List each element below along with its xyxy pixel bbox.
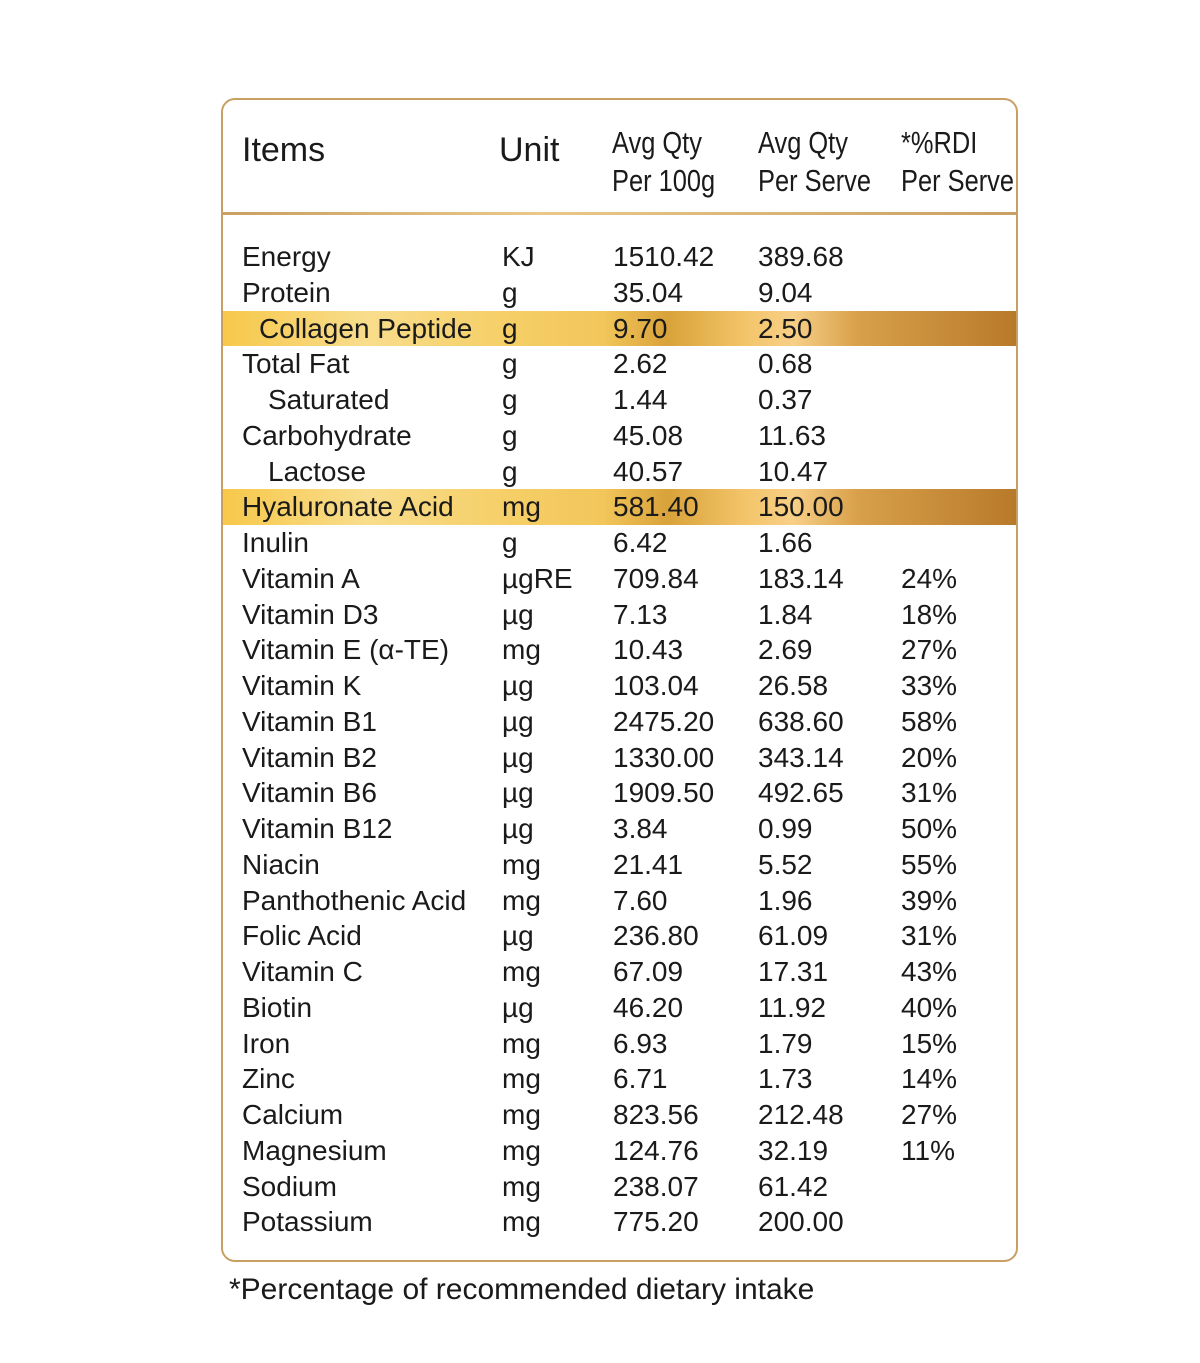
row-avg-per-serve: 0.68 <box>758 348 813 380</box>
table-row <box>223 454 1016 490</box>
row-unit: g <box>502 527 518 558</box>
table-row <box>223 704 1016 740</box>
row-item-name: Sodium <box>242 1170 337 1202</box>
row-unit: µg <box>502 741 534 773</box>
row-avg-per-100g: 709.84 <box>613 562 699 594</box>
row-item-name: Folic Acid <box>242 920 362 952</box>
row-item-name: Niacin <box>242 848 320 880</box>
row-unit: µg <box>502 991 534 1023</box>
row-unit: g <box>502 348 518 380</box>
row-unit: mg <box>502 634 541 666</box>
row-rdi-per-serve: 43% <box>901 956 958 987</box>
row-unit: g <box>502 419 518 451</box>
row-avg-per-100g: 1909.50 <box>613 777 715 809</box>
row-avg-per-100g: 3.84 <box>613 813 668 844</box>
header-rdi-per-serve <box>901 124 1014 200</box>
row-item-name: Vitamin B2 <box>242 741 377 773</box>
table-row <box>223 990 1016 1026</box>
row-item-name: Vitamin B1 <box>242 705 377 737</box>
table-row <box>223 311 1016 347</box>
table-row <box>223 418 1016 454</box>
row-avg-per-100g: 1.44 <box>613 384 668 415</box>
row-unit: g <box>502 312 518 344</box>
table-row <box>223 847 1016 883</box>
header-rdi-line2: Per Serve <box>901 163 1015 198</box>
row-avg-per-100g: 9.70 <box>613 312 668 344</box>
row-item-name: Carbohydrate <box>242 419 412 451</box>
table-header <box>223 100 1016 216</box>
row-avg-per-100g: 236.80 <box>613 920 699 952</box>
row-item-name: Vitamin A <box>242 562 360 594</box>
row-avg-per-serve: 343.14 <box>758 741 844 773</box>
row-avg-per-100g: 124.76 <box>613 1134 699 1166</box>
row-avg-per-serve: 17.31 <box>758 956 829 987</box>
row-avg-per-serve: 389.68 <box>758 241 844 272</box>
table-row <box>223 811 1016 847</box>
row-rdi-per-serve: 15% <box>901 1027 958 1059</box>
row-item-name: Inulin <box>242 527 309 558</box>
row-avg-per-serve: 212.48 <box>758 1099 844 1130</box>
row-avg-per-serve: 1.66 <box>758 527 813 558</box>
table-row <box>223 632 1016 668</box>
row-avg-per-100g: 238.07 <box>613 1170 699 1202</box>
row-avg-per-serve: 492.65 <box>758 777 844 809</box>
row-avg-per-serve: 61.09 <box>758 920 829 952</box>
row-rdi-per-serve: 11% <box>901 1134 955 1166</box>
row-avg-per-100g: 1330.00 <box>613 741 715 773</box>
row-unit: µg <box>502 920 534 952</box>
row-unit: mg <box>502 1206 541 1238</box>
row-item-name: Energy <box>242 241 331 272</box>
row-avg-per-100g: 7.13 <box>613 598 668 630</box>
footnote: *Percentage of recommended dietary intake <box>229 1273 815 1306</box>
row-item-name: Vitamin C <box>242 956 363 987</box>
row-avg-per-serve: 2.50 <box>758 312 813 344</box>
table-row <box>223 525 1016 561</box>
row-item-name: Hyaluronate Acid <box>242 491 454 523</box>
row-item-name: Vitamin B6 <box>242 777 377 809</box>
row-avg-per-serve: 0.37 <box>758 384 813 415</box>
row-rdi-per-serve: 24% <box>901 562 958 594</box>
row-unit: mg <box>502 1170 541 1202</box>
row-unit: mg <box>502 1027 541 1059</box>
row-unit: mg <box>502 884 541 916</box>
row-unit: mg <box>502 848 541 880</box>
header-avg-per-serve-line1: Avg Qty <box>758 125 848 160</box>
row-avg-per-serve: 2.69 <box>758 634 813 666</box>
table-row <box>223 239 1016 275</box>
row-item-name: Zinc <box>242 1063 295 1095</box>
row-item-name: Vitamin D3 <box>242 598 379 630</box>
table-row <box>223 918 1016 954</box>
row-avg-per-serve: 9.04 <box>758 276 813 308</box>
row-rdi-per-serve: 40% <box>901 991 958 1023</box>
row-item-name: Vitamin K <box>242 670 362 701</box>
row-avg-per-100g: 581.40 <box>613 491 699 523</box>
header-rdi-line1: *%RDI <box>901 125 978 160</box>
nutrition-table <box>221 98 1018 1262</box>
row-avg-per-100g: 1510.42 <box>613 241 715 272</box>
row-avg-per-100g: 6.42 <box>613 527 668 558</box>
row-rdi-per-serve: 50% <box>901 813 958 844</box>
row-avg-per-serve: 5.52 <box>758 848 813 880</box>
row-avg-per-100g: 2475.20 <box>613 705 715 737</box>
table-row <box>223 382 1016 418</box>
row-rdi-per-serve: 27% <box>901 634 958 666</box>
row-unit: µg <box>502 813 534 844</box>
row-item-name: Calcium <box>242 1099 344 1130</box>
row-unit: µgRE <box>502 562 573 594</box>
table-row <box>223 1026 1016 1062</box>
row-unit: g <box>502 276 518 308</box>
row-avg-per-100g: 45.08 <box>613 419 684 451</box>
table-row <box>223 346 1016 382</box>
table-row <box>223 489 1016 525</box>
row-avg-per-serve: 11.63 <box>758 419 826 451</box>
row-rdi-per-serve: 27% <box>901 1099 958 1130</box>
row-avg-per-100g: 103.04 <box>613 670 699 701</box>
row-avg-per-serve: 200.00 <box>758 1206 844 1238</box>
row-avg-per-serve: 150.00 <box>758 491 844 523</box>
row-item-name: Biotin <box>242 991 313 1023</box>
header-avg-per-100g-line1: Avg Qty <box>612 125 702 160</box>
row-rdi-per-serve: 55% <box>901 848 958 880</box>
row-avg-per-serve: 26.58 <box>758 670 829 701</box>
row-avg-per-100g: 6.71 <box>613 1063 668 1095</box>
table-row <box>223 775 1016 811</box>
table-row <box>223 561 1016 597</box>
row-unit: mg <box>502 491 541 523</box>
row-avg-per-serve: 1.84 <box>758 598 813 630</box>
table-row <box>223 1133 1016 1169</box>
row-avg-per-serve: 1.73 <box>758 1063 813 1095</box>
row-unit: µg <box>502 598 534 630</box>
header-items: Items <box>242 131 326 169</box>
row-avg-per-serve: 0.99 <box>758 813 813 844</box>
row-avg-per-100g: 2.62 <box>613 348 668 380</box>
row-item-name: Vitamin E (α-TE) <box>242 634 450 666</box>
row-unit: µg <box>502 705 534 737</box>
row-avg-per-serve: 183.14 <box>758 562 844 594</box>
row-rdi-per-serve: 39% <box>901 884 958 916</box>
row-unit: mg <box>502 1134 541 1166</box>
table-body <box>223 239 1016 1240</box>
table-row <box>223 1169 1016 1205</box>
table-row <box>223 1061 1016 1097</box>
header-avg-per-serve <box>758 124 871 200</box>
row-unit: mg <box>502 956 541 987</box>
header-divider <box>223 212 1016 215</box>
row-item-name: Panthothenic Acid <box>242 884 467 916</box>
row-avg-per-100g: 6.93 <box>613 1027 668 1059</box>
row-rdi-per-serve: 14% <box>901 1063 958 1095</box>
row-item-name: Potassium <box>242 1206 373 1238</box>
row-unit: KJ <box>502 241 535 272</box>
row-rdi-per-serve: 33% <box>901 670 958 701</box>
table-row <box>223 275 1016 311</box>
row-avg-per-serve: 61.42 <box>758 1170 829 1202</box>
row-rdi-per-serve: 20% <box>901 741 958 773</box>
header-avg-per-100g-line2: Per 100g <box>612 163 716 198</box>
row-unit: µg <box>502 670 534 701</box>
row-item-name: Lactose <box>268 455 367 487</box>
table-row <box>223 740 1016 776</box>
row-avg-per-100g: 35.04 <box>613 276 684 308</box>
row-item-name: Protein <box>242 276 331 308</box>
table-row <box>223 668 1016 704</box>
row-rdi-per-serve: 58% <box>901 705 958 737</box>
table-row <box>223 883 1016 919</box>
row-avg-per-100g: 7.60 <box>613 884 668 916</box>
row-avg-per-100g: 823.56 <box>613 1099 699 1130</box>
row-item-name: Total Fat <box>242 348 350 380</box>
table-row <box>223 954 1016 990</box>
row-avg-per-serve: 11.92 <box>758 991 826 1023</box>
row-avg-per-100g: 46.20 <box>613 991 684 1023</box>
row-unit: g <box>502 455 518 487</box>
table-row <box>223 1097 1016 1133</box>
row-avg-per-serve: 1.79 <box>758 1027 813 1059</box>
row-rdi-per-serve: 31% <box>901 920 958 952</box>
row-avg-per-serve: 32.19 <box>758 1134 829 1166</box>
row-avg-per-serve: 10.47 <box>758 455 829 487</box>
row-avg-per-100g: 775.20 <box>613 1206 699 1238</box>
row-rdi-per-serve: 31% <box>901 777 958 809</box>
header-avg-per-serve-line2: Per Serve <box>758 163 872 198</box>
row-avg-per-100g: 67.09 <box>613 956 684 987</box>
row-item-name: Magnesium <box>242 1134 387 1166</box>
row-avg-per-serve: 638.60 <box>758 705 844 737</box>
row-unit: µg <box>502 777 534 809</box>
row-unit: mg <box>502 1099 541 1130</box>
table-row <box>223 1204 1016 1240</box>
row-item-name: Iron <box>242 1027 291 1059</box>
table-row <box>223 597 1016 633</box>
row-unit: mg <box>502 1063 541 1095</box>
row-avg-per-100g: 21.41 <box>613 848 684 880</box>
row-unit: g <box>502 384 518 415</box>
row-avg-per-serve: 1.96 <box>758 884 813 916</box>
row-item-name: Vitamin B12 <box>242 813 393 844</box>
header-unit: Unit <box>499 131 560 169</box>
row-rdi-per-serve: 18% <box>901 598 958 630</box>
row-avg-per-100g: 40.57 <box>613 455 684 487</box>
row-item-name: Collagen Peptide <box>259 312 473 344</box>
header-avg-per-100g <box>612 124 715 200</box>
row-avg-per-100g: 10.43 <box>613 634 684 666</box>
row-item-name: Saturated <box>268 384 390 415</box>
